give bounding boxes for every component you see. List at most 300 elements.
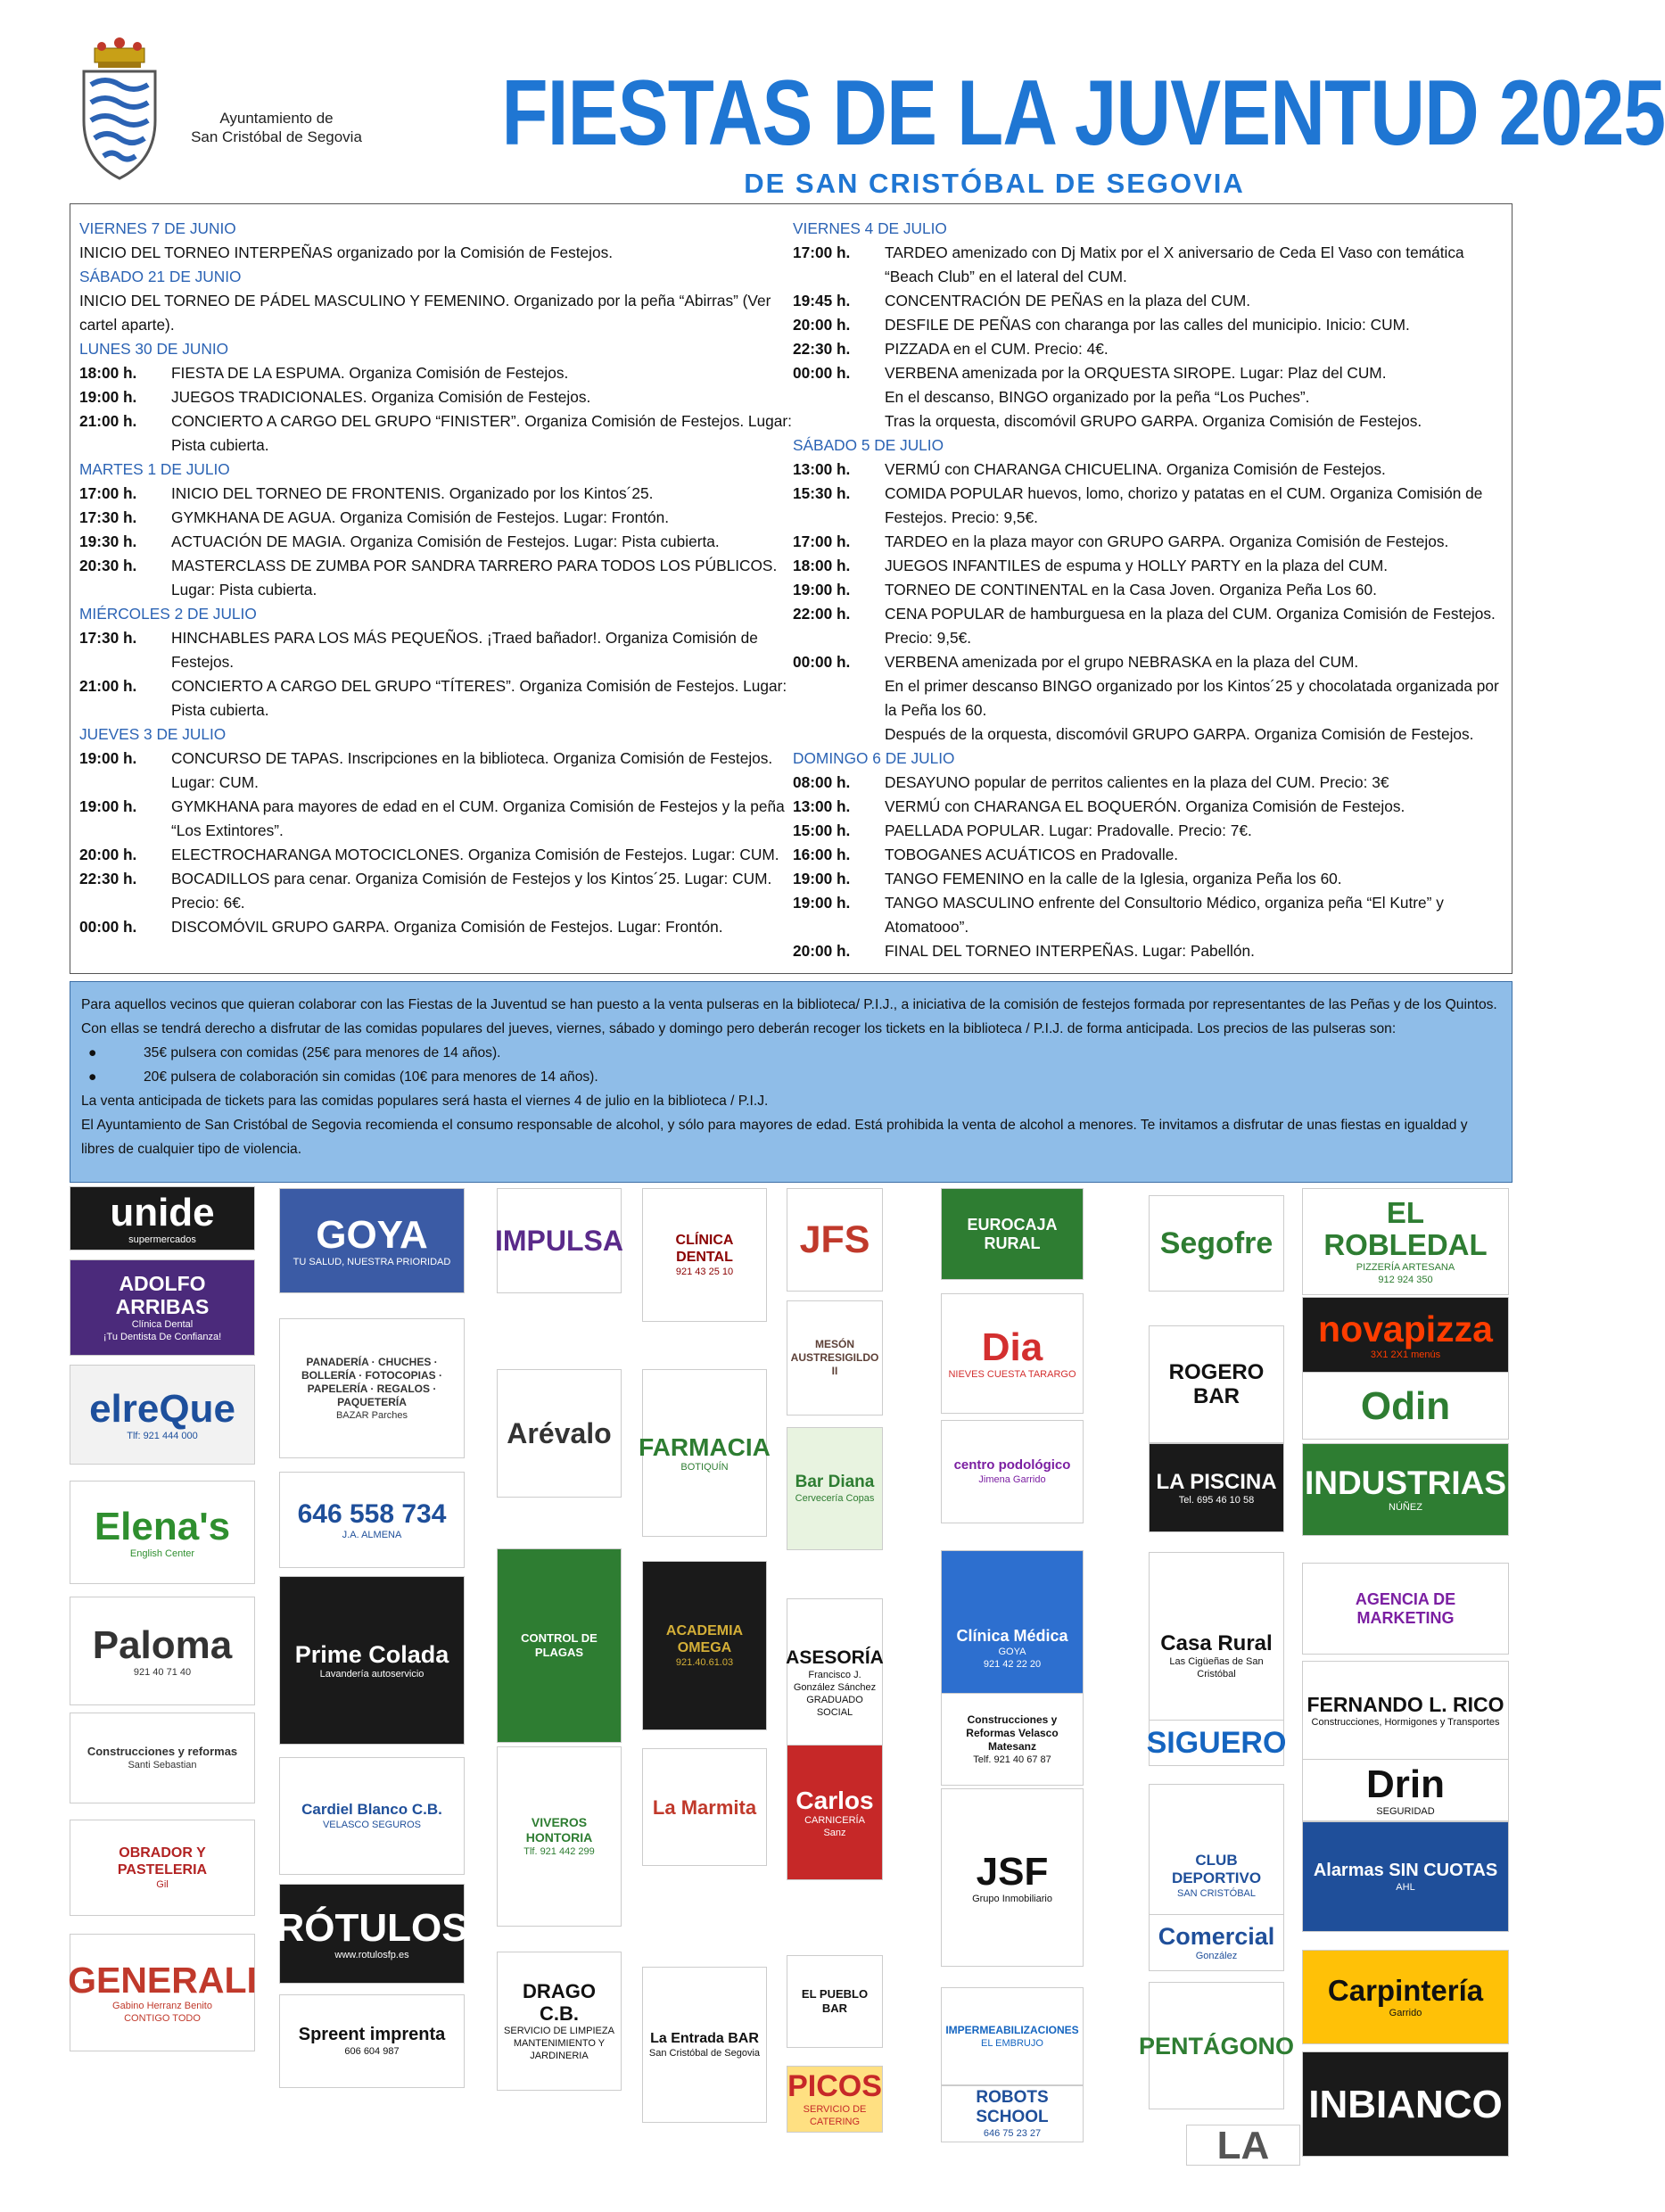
- event-time: 18:00 h.: [793, 557, 851, 574]
- event-row: [79, 554, 793, 602]
- ad-text: English Center: [129, 1548, 195, 1559]
- ad-novapizza: [1302, 1297, 1509, 1374]
- event-time: 15:30 h.: [793, 484, 851, 502]
- event-row: [793, 289, 1506, 313]
- event-description: INICIO DEL TORNEO DE PÁDEL MASCULINO Y FEMENINO. Organizado por la peña “Abirras” (Ver cartel aparte).: [79, 292, 771, 334]
- ad-el-robledal: [1302, 1188, 1509, 1295]
- ad-text: GENERALI: [68, 1960, 257, 2001]
- event-row: [793, 819, 1506, 843]
- ad-text: GOYA: [998, 1646, 1026, 1657]
- ad-text: BAZAR Parches: [335, 1409, 408, 1421]
- event-time: 17:00 h.: [79, 484, 137, 502]
- ad-unide: [70, 1186, 255, 1250]
- ad-generali: [70, 1934, 255, 2051]
- day-heading: SÁBADO 21 DE JUNIO: [79, 268, 242, 285]
- ad-text: ADOLFO ARRIBAS: [115, 1272, 210, 1318]
- event-row: [79, 843, 793, 867]
- ad-text: JSF: [976, 1849, 1049, 1894]
- event-time: 08:00 h.: [793, 773, 851, 791]
- event-time: 18:00 h.: [79, 364, 137, 382]
- ad-text: Construcciones, Hormigones y Transportes: [1311, 1717, 1500, 1728]
- ad-text: LA PISCINA: [1156, 1469, 1277, 1494]
- ad-velasco-matesanz: [941, 1693, 1084, 1786]
- event-row: [793, 554, 1506, 578]
- ad-text: Prime Colada: [294, 1640, 449, 1668]
- ad-text: 606 604 987: [344, 2046, 400, 2057]
- ad-text: 646 558 734: [297, 1498, 447, 1529]
- event-description: TARDEO en la plaza mayor con GRUPO GARPA. Organiza Comisión de Festejos.: [885, 532, 1449, 550]
- event-row: [79, 482, 793, 506]
- event-time: 20:00 h.: [793, 942, 851, 960]
- ad-text: FERNANDO L. RICO: [1306, 1693, 1504, 1716]
- ad-bazar-parches: [279, 1318, 465, 1458]
- ad-text: Santi Sebastian: [128, 1760, 197, 1770]
- ad-text: PIZZERÍA ARTESANA: [1356, 1262, 1455, 1273]
- ad-dia: [941, 1293, 1084, 1414]
- ad-drin: [1302, 1759, 1509, 1821]
- event-row: [79, 530, 793, 554]
- bullet-text: 35€ pulsera con comidas (25€ para menores de 14 años).: [144, 1045, 501, 1061]
- ad-carpinteria-garrido: [1302, 1950, 1509, 2044]
- event-description: En el descanso, BINGO organizado por la peña “Los Puches”.: [885, 388, 1310, 406]
- event-row: [79, 506, 793, 530]
- ad-text: AHL: [1396, 1881, 1415, 1893]
- ad-text: Tlf. 921 442 299: [523, 1846, 595, 1857]
- event-time: [793, 385, 885, 409]
- town-line-2: San Cristóbal de Segovia: [191, 128, 362, 145]
- ad-la-marmita: [642, 1748, 767, 1866]
- ad-text: VIVEROS HONTORIA: [525, 1815, 593, 1845]
- ad-text: LA: [1216, 2123, 1270, 2167]
- ad-text: 3X1 2X1 menús: [1370, 1349, 1441, 1360]
- event-time: 22:30 h.: [79, 870, 137, 887]
- ad-clinica-dental: [642, 1188, 767, 1322]
- event-description: JUEGOS TRADICIONALES. Organiza Comisión de Festejos.: [171, 388, 591, 406]
- event-description: ACTUACIÓN DE MAGIA. Organiza Comisión de Festejos. Lugar: Pista cubierta.: [171, 532, 720, 550]
- ad-la-piscina: [1149, 1443, 1284, 1532]
- ad-odin: [1302, 1372, 1509, 1440]
- ad-viveros-hontoria: [497, 1746, 622, 1927]
- ad-text: GOYA: [316, 1212, 428, 1257]
- ad-el-pueblo: [787, 1955, 883, 2048]
- ad-text: PICOS: [787, 2069, 882, 2103]
- ad-la-entrada: [642, 1967, 767, 2123]
- event-description: GYMKHANA para mayores de edad en el CUM. Organiza Comisión de Festejos y la peña “Los Extintores”.: [171, 797, 785, 839]
- ad-text: centro podológico: [953, 1457, 1071, 1473]
- bullet-item: [81, 1065, 1501, 1089]
- ad-text: BOTIQUÍN: [680, 1461, 729, 1473]
- program-column-left: [79, 217, 793, 939]
- ad-text: novapizza: [1318, 1308, 1493, 1349]
- event-description: CENA POPULAR de hamburguesa en la plaza del CUM. Organiza Comisión de Festejos. Precio: 9,5€.: [885, 605, 1496, 647]
- event-continuation: [793, 409, 1506, 433]
- ad-text: Paloma: [92, 1622, 233, 1667]
- ad-text: 921 40 71 40: [133, 1666, 192, 1678]
- event-description: MASTERCLASS DE ZUMBA POR SANDRA TARRERO PARA TODOS LOS PÚBLICOS. Lugar: Pista cubierta.: [171, 557, 778, 598]
- ad-elreque: [70, 1365, 255, 1465]
- ad-adolfo-arribas: [70, 1259, 255, 1356]
- event-time: 13:00 h.: [793, 797, 851, 815]
- event-description: HINCHABLES PARA LOS MÁS PEQUEÑOS. ¡Traed bañador!. Organiza Comisión de Festejos.: [171, 629, 758, 671]
- bullet-icon: ●: [88, 1045, 97, 1061]
- ad-text: ASESORÍA: [786, 1647, 884, 1668]
- ad-text: Construcciones y reformas: [87, 1745, 238, 1758]
- event-description: CONCIERTO A CARGO DEL GRUPO “TÍTERES”. Organiza Comisión de Festejos. Lugar: Pista cubierta.: [171, 677, 787, 719]
- event-description: Después de la orquesta, discomóvil GRUPO GARPA. Organiza Comisión de Festejos.: [885, 725, 1474, 743]
- ad-text: La Marmita: [652, 1795, 757, 1819]
- ad-text: Gabino Herranz Benito: [112, 2001, 212, 2011]
- ad-velasco-seguros: [279, 1757, 465, 1875]
- event-description: VERMÚ con CHARANGA CHICUELINA. Organiza Comisión de Festejos.: [885, 460, 1386, 478]
- ad-text: IMPULSA: [495, 1224, 623, 1257]
- ad-text: NÚÑEZ: [1389, 1502, 1422, 1513]
- ad-text: Sanz: [823, 1827, 846, 1838]
- ad-picos: [787, 2066, 883, 2133]
- ad-text: CARNICERÍA: [804, 1814, 865, 1826]
- ad-robots-school: [941, 2085, 1084, 2142]
- ad-text: GRADUADO SOCIAL: [806, 1695, 863, 1718]
- ad-text: Cardiel Blanco C.B.: [301, 1801, 442, 1818]
- event-description: JUEGOS INFANTILES de espuma y HOLLY PARTY en la plaza del CUM.: [885, 557, 1389, 574]
- ad-text: Spreent imprenta: [298, 2025, 446, 2044]
- ad-text: CLÍNICA DENTAL: [675, 1233, 734, 1265]
- ad-text: González: [1195, 1951, 1238, 1961]
- ad-text: Las Cigüeñas de San Cristóbal: [1169, 1655, 1264, 1680]
- ad-meson: [787, 1300, 883, 1416]
- ad-text: SEGURIDAD: [1376, 1805, 1435, 1817]
- event-time: 19:00 h.: [79, 797, 137, 815]
- event-row: [793, 458, 1506, 482]
- event-time: 20:00 h.: [79, 846, 137, 863]
- event-description: BOCADILLOS para cenar. Organiza Comisión de Festejos y los Kintos´25. Lugar: CUM. Precio: 6€.: [171, 870, 772, 912]
- town-line-1: Ayuntamiento de: [219, 110, 334, 127]
- ad-text: TU SALUD, NUESTRA PRIORIDAD: [293, 1256, 451, 1267]
- event-row: [793, 795, 1506, 819]
- event-time: 22:00 h.: [793, 605, 851, 623]
- ad-text: ROGERO BAR: [1168, 1360, 1265, 1408]
- event-time: 19:45 h.: [793, 292, 851, 310]
- event-row: [79, 674, 793, 722]
- event-row: [793, 891, 1506, 939]
- event-continuation: [793, 722, 1506, 747]
- ad-text: CONTIGO TODO: [124, 2013, 201, 2024]
- event-description: FIESTA DE LA ESPUMA. Organiza Comisión de Festejos.: [171, 364, 569, 382]
- event-time: 17:00 h.: [793, 243, 851, 261]
- ad-text: Francisco J. González Sánchez: [793, 1670, 877, 1693]
- info-paragraph-2: La venta anticipada de tickets para las comidas populares será hasta el viernes 4 de julio en la biblioteca / P.I.J.: [81, 1094, 769, 1109]
- event-time: 19:00 h.: [793, 870, 851, 887]
- ad-inbianco: [1302, 2051, 1509, 2157]
- ad-text: unide: [110, 1190, 215, 1234]
- ad-rogero: [1149, 1325, 1284, 1443]
- event-time: 22:30 h.: [793, 340, 851, 358]
- ad-segofre: [1149, 1195, 1284, 1292]
- ad-text: OBRADOR Y PASTELERIA: [117, 1845, 208, 1878]
- ad-ja-almena: [279, 1472, 465, 1568]
- event-description: COMIDA POPULAR huevos, lomo, chorizo y patatas en el CUM. Organiza Comisión de Festejos. Precio: 9,5€.: [885, 484, 1483, 526]
- info-paragraph-3: El Ayuntamiento de San Cristóbal de Segovia recomienda el consumo responsable de alcohol, y sólo para mayores de edad. Está prohibida la venta de alcohol a menores. Te invitamos a disfrutar de unas fiestas en igualdad y libres de cualquier tipo de violencia.: [81, 1118, 1468, 1157]
- town-council-name: [169, 109, 383, 146]
- event-row: [793, 578, 1506, 602]
- ad-text: Drin: [1366, 1762, 1445, 1806]
- event-row: [793, 602, 1506, 650]
- ad-text: Grupo Inmobiliario: [972, 1893, 1052, 1904]
- event-time: 13:00 h.: [793, 460, 851, 478]
- event-description: Tras la orquesta, discomóvil GRUPO GARPA. Organiza Comisión de Festejos.: [885, 412, 1422, 430]
- event-time: [793, 409, 885, 433]
- ad-text: Carpintería: [1327, 1974, 1484, 2007]
- ad-text: 921 42 22 20: [983, 1658, 1042, 1670]
- ad-text: 912 924 350: [1378, 1275, 1433, 1285]
- ad-jsf: [941, 1788, 1084, 1967]
- event-description: DISCOMÓVIL GRUPO GARPA. Organiza Comisión de Festejos. Lugar: Frontón.: [171, 918, 723, 936]
- ad-text: 921.40.61.03: [675, 1657, 734, 1668]
- event-time: 20:00 h.: [793, 316, 851, 334]
- ad-text: ACADEMIA OMEGA: [665, 1623, 744, 1655]
- event-time: 19:00 h.: [79, 749, 137, 767]
- event-row: [793, 843, 1506, 867]
- event-row: [793, 482, 1506, 530]
- event-description: GYMKHANA DE AGUA. Organiza Comisión de Festejos. Lugar: Frontón.: [171, 508, 670, 526]
- ad-text: Telf. 921 40 67 87: [973, 1754, 1051, 1765]
- town-crest-logo: [75, 36, 164, 183]
- ad-text: PANADERÍA · CHUCHES · BOLLERÍA · FOTOCOPIAS · PAPELERÍA · REGALOS · PAQUETERÍA: [301, 1355, 442, 1408]
- bullet-item: [81, 1041, 1501, 1065]
- ad-arevalo: [497, 1369, 622, 1498]
- event-description: DESFILE DE PEÑAS con charanga por las calles del municipio. Inicio: CUM.: [885, 316, 1410, 334]
- ad-paloma: [70, 1597, 255, 1705]
- event-description: INICIO DEL TORNEO DE FRONTENIS. Organizado por los Kintos´25.: [171, 484, 654, 502]
- ad-text: Odin: [1360, 1383, 1451, 1428]
- ad-text: Comercial: [1158, 1923, 1275, 1950]
- ad-text: Elena's: [94, 1504, 231, 1548]
- poster-subtitle: DE SAN CRISTÓBAL DE SEGOVIA: [744, 168, 1245, 199]
- ad-nunez: [1302, 1443, 1509, 1536]
- ad-text: MESÓN AUSTRESIGILDO II: [790, 1338, 879, 1377]
- ad-gil: [70, 1820, 255, 1916]
- ad-text: INBIANCO: [1308, 2082, 1503, 2126]
- event-row: [793, 771, 1506, 795]
- poster-title: FIESTAS DE LA JUVENTUD 2025: [501, 62, 1665, 165]
- event-time: 21:00 h.: [79, 412, 137, 430]
- ad-text: JFS: [799, 1218, 870, 1261]
- ad-text: ROBOTS SCHOOL: [976, 2088, 1049, 2126]
- ad-pentagono: [1139, 1982, 1295, 2109]
- event-description: CONCIERTO A CARGO DEL GRUPO “FINISTER”. Organiza Comisión de Festejos. Lugar: Pista cubierta.: [171, 412, 792, 454]
- event-description: PAELLADA POPULAR. Lugar: Pradovalle. Precio: 7€.: [885, 821, 1252, 839]
- event-row: [79, 626, 793, 674]
- ad-text: DRAGO C.B.: [523, 1980, 596, 2025]
- event-description: VERBENA amenizada por el grupo NEBRASKA en la plaza del CUM.: [885, 653, 1359, 671]
- ad-text: supermercados: [128, 1234, 196, 1245]
- ad-text: 646 75 23 27: [983, 2128, 1042, 2139]
- event-description: PIZZADA en el CUM. Precio: 4€.: [885, 340, 1109, 358]
- ad-text: Dia: [981, 1325, 1043, 1369]
- ad-spreent: [279, 1994, 465, 2088]
- ad-jfs-trucks: [787, 1188, 883, 1292]
- day-heading: VIERNES 7 DE JUNIO: [79, 219, 236, 237]
- ad-text: AGENCIA DE MARKETING: [1355, 1589, 1456, 1627]
- day-heading: SÁBADO 5 DE JULIO: [793, 436, 944, 454]
- event-row: [793, 650, 1506, 674]
- ad-la-lorena: [1186, 2125, 1300, 2166]
- ad-goya-salud: [279, 1188, 465, 1293]
- ad-text: 921 43 25 10: [675, 1267, 734, 1277]
- event-description: CONCURSO DE TAPAS. Inscripciones en la biblioteca. Organiza Comisión de Festejos. Lugar: CUM.: [171, 749, 773, 791]
- ad-diana: [787, 1427, 883, 1550]
- event-description: CONCENTRACIÓN DE PEÑAS en la plaza del CUM.: [885, 292, 1251, 310]
- event-time: [793, 674, 885, 722]
- event-continuation: [793, 674, 1506, 722]
- ad-el-embrujo: [941, 1987, 1084, 2085]
- event-description: VERMÚ con CHARANGA EL BOQUERÓN. Organiza Comisión de Festejos.: [885, 797, 1405, 815]
- ad-drago: [497, 1952, 622, 2091]
- ad-text: Lavandería autoservicio: [319, 1668, 424, 1680]
- event-description: DESAYUNO popular de perritos calientes en la plaza del CUM. Precio: 3€: [885, 773, 1389, 791]
- event-time: 19:30 h.: [79, 532, 137, 550]
- ad-text: VELASCO SEGUROS: [322, 1820, 422, 1830]
- event-time: 00:00 h.: [793, 364, 851, 382]
- ad-text: Garrido: [1389, 2008, 1422, 2018]
- ad-prime-colada: [279, 1576, 465, 1745]
- event-description: INICIO DEL TORNEO INTERPEÑAS organizado por la Comisión de Festejos.: [79, 243, 614, 261]
- ad-asesoria: [787, 1598, 883, 1768]
- ad-text: Construcciones y Reformas Velasco Matesanz: [966, 1713, 1059, 1753]
- event-row: [79, 409, 793, 458]
- ad-text: Clínica Médica: [956, 1626, 1068, 1645]
- ad-text: Tlf: 921 444 000: [127, 1430, 198, 1441]
- event-row: [793, 361, 1506, 385]
- ad-carniceria: [787, 1745, 883, 1880]
- event-row: [793, 313, 1506, 337]
- ad-siguero: [1146, 1720, 1287, 1766]
- ad-text: Tel. 695 46 10 58: [1178, 1494, 1255, 1506]
- ad-text: PENTÁGONO: [1139, 2032, 1295, 2059]
- ad-rotulos: [276, 1884, 468, 1984]
- ad-text: elreQue: [89, 1386, 235, 1431]
- bullet-text: 20€ pulsera de colaboración sin comidas (10€ para menores de 14 años).: [144, 1069, 598, 1085]
- event-time: 16:00 h.: [793, 846, 851, 863]
- event-row: [793, 337, 1506, 361]
- ad-fernando-rico: [1302, 1661, 1509, 1761]
- ad-text: SAN CRISTÓBAL: [1176, 1888, 1257, 1899]
- event-row: [79, 915, 793, 939]
- event-row: [79, 867, 793, 915]
- day-heading: JUEVES 3 DE JULIO: [79, 725, 227, 743]
- bullet-icon: ●: [88, 1069, 97, 1085]
- event-time: 19:00 h.: [793, 581, 851, 598]
- event-time: 00:00 h.: [79, 918, 137, 936]
- ad-text: Clínica Dental: [131, 1319, 194, 1330]
- event-description: TANGO MASCULINO enfrente del Consultorio Médico, organiza peña “El Kutre” y Atomatooo”.: [885, 894, 1444, 936]
- ad-text: SERVICIO DE CATERING: [803, 2104, 867, 2127]
- ad-text: SIGUERO: [1146, 1725, 1287, 1760]
- event-time: 19:00 h.: [79, 388, 137, 406]
- day-heading: LUNES 30 DE JUNIO: [79, 340, 229, 358]
- ad-text: EL ROBLEDAL: [1323, 1196, 1488, 1261]
- ad-text: Arévalo: [507, 1416, 612, 1449]
- event-description: TARDEO amenizado con Dj Matix por el X aniversario de Ceda El Vaso con temática “Beach Club” en el lateral del CUM.: [885, 243, 1464, 285]
- event-row: [79, 795, 793, 843]
- ad-text: San Cristóbal de Segovia: [648, 2048, 761, 2059]
- ad-elenas: [70, 1481, 255, 1584]
- ad-text: J.A. ALMENA: [342, 1529, 402, 1540]
- event-time: 17:30 h.: [79, 629, 137, 647]
- ad-academia-omega: [642, 1561, 767, 1730]
- event-description: VERBENA amenizada por la ORQUESTA SIROPE. Lugar: Plaz del CUM.: [885, 364, 1387, 382]
- ad-text: Cervecería Copas: [795, 1493, 875, 1504]
- event-time: 20:30 h.: [79, 557, 137, 574]
- event-description: TORNEO DE CONTINENTAL en la Casa Joven. Organiza Peña Los 60.: [885, 581, 1377, 598]
- day-heading: VIERNES 4 DE JULIO: [793, 219, 947, 237]
- ad-text: La Entrada BAR: [650, 2031, 759, 2046]
- event-time: 21:00 h.: [79, 677, 137, 695]
- ad-impulsa: [497, 1188, 622, 1293]
- event-row: [793, 939, 1506, 963]
- event-time: 17:30 h.: [79, 508, 137, 526]
- ad-farmacia: [639, 1369, 771, 1537]
- ad-text: www.rotulosfp.es: [334, 1949, 409, 1960]
- event-time: 00:00 h.: [793, 653, 851, 671]
- ad-jimena: [941, 1420, 1084, 1523]
- event-row: [793, 241, 1506, 289]
- event-row: [79, 747, 793, 795]
- ad-text: INDUSTRIAS: [1304, 1465, 1507, 1501]
- ad-agencia-marketing: [1302, 1563, 1509, 1655]
- ad-text: Carlos: [795, 1786, 874, 1814]
- day-heading: DOMINGO 6 DE JULIO: [793, 749, 955, 767]
- program-box: [70, 203, 1513, 974]
- event-time: [793, 722, 885, 747]
- ad-text: IMPERMEABILIZACIONES: [945, 2023, 1079, 2036]
- ad-text: Bar Diana: [795, 1473, 875, 1491]
- event-row: [793, 867, 1506, 891]
- ad-santi-sebastian: [70, 1713, 255, 1803]
- ad-text: Alarmas SIN CUOTAS: [1313, 1860, 1498, 1880]
- event-description: FINAL DEL TORNEO INTERPEÑAS. Lugar: Pabellón.: [885, 942, 1255, 960]
- ad-text: Casa Rural: [1160, 1630, 1273, 1655]
- ad-control-plagas: [497, 1548, 622, 1743]
- event-description: ELECTROCHARANGA MOTOCICLONES. Organiza Comisión de Festejos. Lugar: CUM.: [171, 846, 779, 863]
- event-row: [793, 530, 1506, 554]
- info-box: [70, 981, 1513, 1183]
- ad-eurocaja: [941, 1188, 1084, 1280]
- ad-text: SERVICIO DE LIMPIEZA MANTENIMIENTO Y JARDINERIA: [504, 2026, 614, 2061]
- ad-text: EUROCAJA RURAL: [967, 1215, 1058, 1252]
- event-row: [79, 385, 793, 409]
- ad-text: Segofre: [1159, 1226, 1273, 1260]
- ad-text: EL EMBRUJO: [981, 2037, 1043, 2049]
- event-description: En el primer descanso BINGO organizado por los Kintos´25 y chocolatada organizada por la Peña los 60.: [885, 677, 1499, 719]
- ad-comercial-gonzalez: [1149, 1914, 1284, 1971]
- program-column-right: [793, 217, 1506, 963]
- ad-text: NIEVES CUESTA TARARGO: [948, 1369, 1076, 1380]
- event-description: TOBOGANES ACUÁTICOS en Pradovalle.: [885, 846, 1179, 863]
- day-heading: MIÉRCOLES 2 DE JULIO: [79, 605, 257, 623]
- ad-text: FARMACIA: [639, 1432, 771, 1461]
- event-row: [79, 361, 793, 385]
- ad-text: CLUB DEPORTIVO: [1171, 1852, 1262, 1886]
- ad-text: CONTROL DE PLAGAS: [521, 1631, 598, 1659]
- ad-text: Jimena Garrido: [978, 1474, 1046, 1485]
- ad-text: RÓTULOS: [276, 1905, 468, 1950]
- ad-text: ¡Tu Dentista De Confianza!: [103, 1332, 222, 1342]
- ad-text: Gil: [156, 1879, 169, 1890]
- event-description: TANGO FEMENINO en la calle de la Iglesia, organiza Peña los 60.: [885, 870, 1342, 887]
- ad-text: EL PUEBLO BAR: [801, 1987, 869, 2015]
- event-continuation: [793, 385, 1506, 409]
- event-time: 15:00 h.: [793, 821, 851, 839]
